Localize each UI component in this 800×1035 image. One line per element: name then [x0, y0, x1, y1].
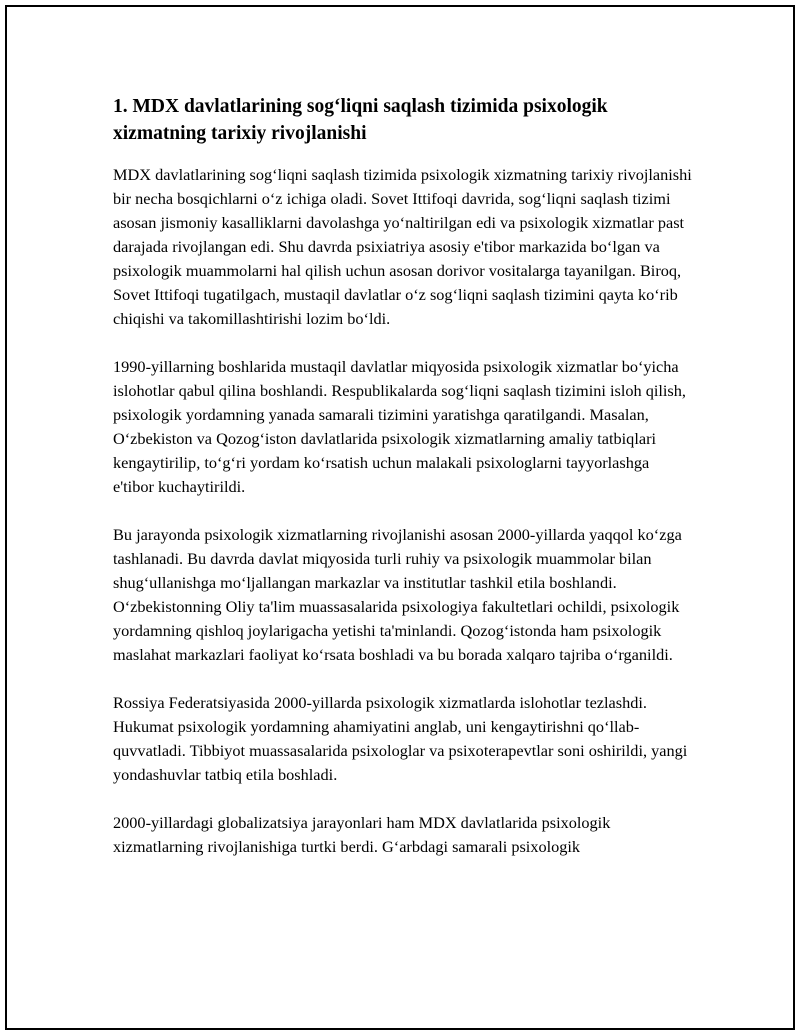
paragraph-1: MDX davlatlarining sog‘liqni saqlash tizimida psixologik xizmatning tarixiy rivojlanishi bir necha bosqichlarni o‘z ichiga oladi. Sovet Ittifoqi davrida, sog‘liqni saqlash tizimi asosan jismoniy kasalliklarni davolashga yo‘naltirilgan edi va psixologik xizmatlar past darajada rivojlangan edi. Shu davrda psixiatriya asosiy e'tibor markazida bo‘lgan va psixologik muammolarni hal qilish uchun asosan dorivor vositalarga tayanilgan. Biroq, Sovet Ittifoqi tugatilgach, mustaqil davlatlar o‘z sog‘liqni saqlash tizimini qayta ko‘rib chiqishi va takomillashtirishi lozim bo‘ldi.: [113, 165, 692, 328]
paragraph-2: 1990-yillarning boshlarida mustaqil davlatlar miqyosida psixologik xizmatlar bo‘yicha islohotlar qabul qilina boshlandi. Respublikalarda sog‘liqni saqlash tizimini isloh qilish, psixologik yordamning yanada samarali tizimini yaratishga qaratilgandi. Masalan, O‘zbekiston va Qozog‘iston davlatlarida psixologik xizmatlarning amaliy tatbiqlari kengaytirilip, to‘g‘ri yordam ko‘rsatish uchun malakali psixologlarni tayyorlashga e'tibor kuchaytirildi.: [113, 357, 686, 496]
paragraph-3: Bu jarayonda psixologik xizmatlarning rivojlanishi asosan 2000-yillarda yaqqol ko‘zga tashlanadi. Bu davrda davlat miqyosida turli ruhiy va psixologik muammolar bilan shug‘ullanishga mo‘ljallangan markazlar va institutlar tashkil etila boshlandi. O‘zbekistonning Oliy ta'lim muassasalarida psixologiya fakultetlari ochildi, psixologik yordamning qishloq joylarigacha yetishi ta'minlandi. Qozog‘istonda ham psixologik maslahat markazlari faoliyat ko‘rsata boshladi va bu borada xalqaro tajriba o‘rganildi.: [113, 525, 682, 664]
paragraph-5: 2000-yillardagi globalizatsiya jarayonlari ham MDX davlatlarida psixologik xizmatlarning rivojlanishiga turtki berdi. G‘arbdagi samarali psixologik: [113, 813, 611, 856]
paragraph-4: Rossiya Federatsiyasida 2000-yillarda psixologik xizmatlarda islohotlar tezlashdi. Hukumat psixologik yordamning ahamiyatini anglab, uni kengaytirishni qo‘llab-quvvatladi. Tibbiyot muassasalarida psixologlar va psixoterapevtlar soni oshirildi, yangi yondashuvlar tatbiq etila boshladi.: [113, 693, 688, 784]
section-heading: 1. MDX davlatlarining sog‘liqni saqlash tizimida psixologik xizmatning tarixiy rivojlanishi: [113, 96, 608, 144]
document-body: [113, 93, 693, 883]
